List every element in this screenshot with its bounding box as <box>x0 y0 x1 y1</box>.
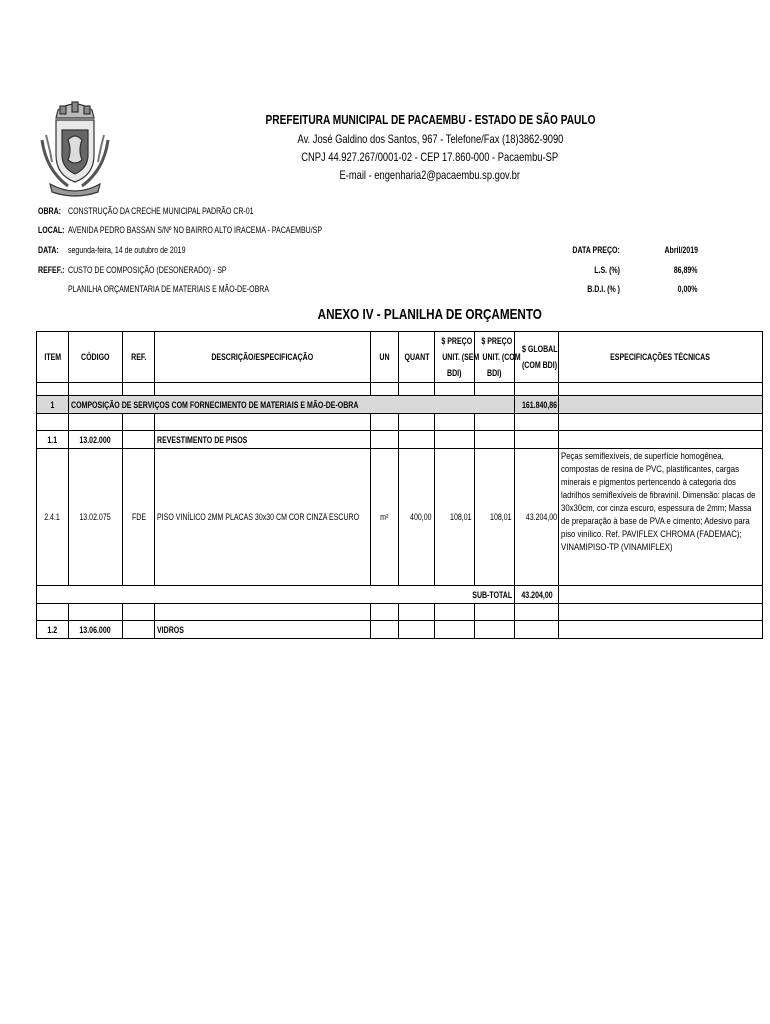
bdi-label: B.D.I. (% ) <box>587 284 620 294</box>
table-header-row <box>37 332 763 383</box>
col-item: ITEM <box>37 332 69 383</box>
bdi-value: 0,00% <box>678 284 698 294</box>
subtotal-label: SUB-TOTAL <box>37 586 515 604</box>
data-value: segunda-feira, 14 de outubro de 2019 <box>68 245 186 255</box>
page-title: PREFEITURA MUNICIPAL DE PACAEMBU - ESTADO DE SÃO PAULO <box>265 112 595 127</box>
subtotal-value: 43.204,00 <box>515 586 559 604</box>
coat-of-arms-logo <box>38 100 112 200</box>
obra-label: OBRA: <box>38 206 62 216</box>
row-un: m² <box>371 449 399 586</box>
col-un: UN <box>371 332 399 383</box>
address-line: Av. José Galdino dos Santos, 967 - Telefone/Fax (18)3862-9090 <box>297 132 563 146</box>
refer-value-2: PLANILHA ORÇAMENTARIA DE MATERIAIS E MÃO-DE-OBRA <box>68 284 270 294</box>
row-quant: 400,00 <box>399 449 435 586</box>
obra-value: CONSTRUÇÃO DA CRECHE MUNICIPAL PADRÃO CR-01 <box>68 206 254 216</box>
group-description: COMPOSIÇÃO DE SERVIÇOS COM FORNECIMENTO DE MATERIAIS E MÃO-DE-OBRA <box>69 396 515 414</box>
col-especificacoes: ESPECIFICAÇÕES TÉCNICAS <box>559 332 763 383</box>
table-row <box>37 449 763 586</box>
subtotal-row <box>37 586 763 604</box>
cnpj-line: CNPJ 44.927.267/0001-02 - CEP 17.860-000 - Pacaembu-SP <box>301 150 559 164</box>
data-preco-label: DATA PREÇO: <box>572 245 620 255</box>
annex-title: ANEXO IV - PLANILHA DE ORÇAMENTO <box>317 306 543 323</box>
budget-table <box>36 331 763 639</box>
ls-label: L.S. (%) <box>594 265 620 275</box>
local-label: LOCAL: <box>38 225 65 235</box>
group-global: 161.840,86 <box>515 396 559 414</box>
refer-value: CUSTO DE COMPOSIÇÃO (DESONERADO) - SP <box>68 265 227 275</box>
subgroup-row-vidros: 1.2 13.06.000 VIDROS <box>37 621 763 639</box>
row-codigo: 13.02.075 <box>69 449 123 586</box>
row-ref: FDE <box>123 449 155 586</box>
group-row: 1 COMPOSIÇÃO DE SERVIÇOS COM FORNECIMENTO DE MATERIAIS E MÃO-DE-OBRA 161.840,86 <box>37 396 763 414</box>
subgroup-row-pisos: 1.1 13.02.000 REVESTIMENTO DE PISOS <box>37 431 763 449</box>
col-global: $ GLOBAL (COM BDI) <box>515 332 559 383</box>
ls-value: 86,89% <box>674 265 698 275</box>
data-preco-value: Abril/2019 <box>664 245 698 255</box>
col-quant: QUANT <box>399 332 435 383</box>
row-preco-sem: 108,01 <box>435 449 475 586</box>
col-ref: REF. <box>123 332 155 383</box>
row-item: 2.4.1 <box>37 449 69 586</box>
row-descricao: PISO VINÍLICO 2MM PLACAS 30x30 CM COR CINZA ESCURO <box>155 449 371 586</box>
col-codigo: CÓDIGO <box>69 332 123 383</box>
email-line: E-mail - engenharia2@pacaembu.sp.gov.br <box>339 168 521 182</box>
row-global: 43.204,00 <box>515 449 559 586</box>
col-preco-com-bdi: $ PREÇO UNIT. (COM BDI) <box>475 332 515 383</box>
col-descricao: DESCRIÇÃO/ESPECIFICAÇÃO <box>155 332 371 383</box>
row-preco-com: 108,01 <box>475 449 515 586</box>
data-label: DATA: <box>38 245 59 255</box>
row-especificacoes: Peças semiflexíveis, de superfície homogênea, compostas de resina de PVC, plastificantes, cargas minerais e pigmentos pertencendo à categoria dos ladrilhos semiflexíveis de fibravinil. Dimensão: placas de 30x30cm, cor cinza escuro, espessura de 2mm; Massa de preparação à base de PVA e cimento; Adesivo para piso vinílico. Ref. PAVIFLEX CHROMA (FADEMAC); VINAMIPISO-TP (VINAMIFLEX) <box>559 449 763 586</box>
local-value: AVENIDA PEDRO BASSAN S/Nº NO BAIRRO ALTO IRACEMA - PACAEMBU/SP <box>68 225 323 235</box>
col-preco-sem-bdi: $ PREÇO UNIT. (SEM BDI) <box>435 332 475 383</box>
refer-label: REFEF.: <box>38 265 65 275</box>
